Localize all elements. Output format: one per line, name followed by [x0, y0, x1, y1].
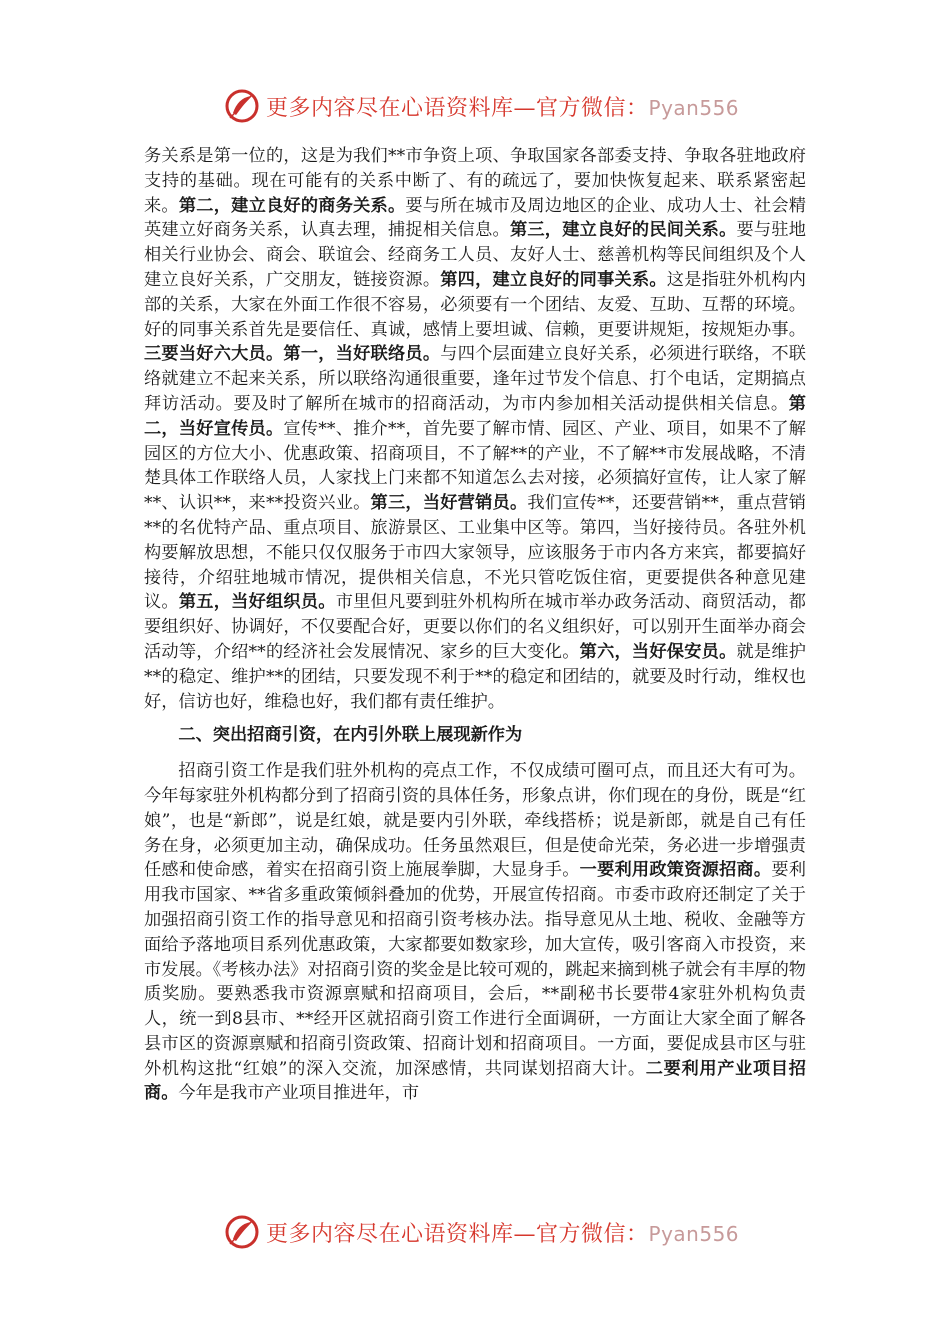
- banner-caption: 更多内容尽在心语资料库—官方微信：: [266, 95, 649, 121]
- logo-icon: [222, 86, 262, 126]
- bold-run: 第二，当好宣传员。: [144, 393, 806, 439]
- bold-run: 第二，建立良好的商务关系。: [178, 195, 406, 216]
- text-run: 务关系是第一位的，这是为我们**市争资上项、争取国家各部委支持、争取各驻地政府支持的基础。现在可能有的关系中断了、有的疏远了，要加快恢复起来、联系紧密起来。: [144, 146, 806, 216]
- bold-run: 第三，当好营销员。: [370, 493, 528, 514]
- bold-run: 三要当好六大员。第一，当好联络员。: [144, 344, 441, 365]
- bold-run: 二要利用产业项目招商。: [144, 1058, 806, 1104]
- text-run: 招商引资工作是我们驻外机构的亮点工作，不仅成绩可圈可点，而且还大有可为。今年每家驻外机构都分到了招商引资的具体任务，形象点讲，你们现在的身份，既是“红娘”，也是“新郎”，说是红娘，就是要内引外联，牵线搭桥；说是新郎，就是自己有任务在身，必须更加主动，确保成功。任务虽然艰巨，但是使命光荣，务必进一步增强责任感和使命感，着实在招商引资上施展拳脚，大显身手。: [144, 761, 806, 881]
- text-run: 今年是我市产业项目推进年，市: [178, 1083, 420, 1104]
- bold-run: 一要利用政策资源招商。: [579, 860, 772, 881]
- banner-wechat-id: Pyan556: [648, 1221, 740, 1246]
- paragraph-investment: [144, 759, 806, 1106]
- text-run: 要利用我市国家、**省多重政策倾斜叠加的优势，开展宣传招商。市委市政府还制定了关于加强招商引资工作的指导意见和招商引资考核办法。指导意见从土地、税收、金融等方面给予落地项目系列优惠政策，大家都要如数家珍，加大宣传，吸引客商入市投资，来市发展。《考核办法》对招商引资的奖金是比较可观的，跳起来摘到桃子就会有丰厚的物质奖励。要熟悉我市资源禀赋和招商项目，会后，**副秘书长要带4家驻外机构负责人，统一到8县市、**经开区就招商引资工作进行全面调研，一方面让大家全面了解各县市区的资源禀赋和招商引资政策、招商计划和招商项目。一方面，要促成县市区与驻外机构这批“红娘”的深入交流，加深感情，共同谋划招商大计。: [144, 860, 806, 1079]
- text-run: 宣传**、推介**，首先要了解市情、园区、产业、项目，如果不了解园区的方位大小、优惠政策、招商项目，不了解**的产业，不了解**市发展战略，不清楚具体工作联络人员，人家找上门来都不知道怎么去对接，必须搞好宣传，让人家了解**、认识**，来**投资兴业。: [144, 418, 806, 514]
- banner-caption: 更多内容尽在心语资料库—官方微信：: [266, 1221, 649, 1247]
- footer-banner: [0, 1212, 950, 1252]
- text-run: 要与所在城市及周边地区的企业、成功人士、社会精英建立好商务关系，认真去理，捕捉相关信息。: [144, 195, 806, 241]
- text-run: 市里但凡要到驻外机构所在城市举办政务活动、商贸活动，都要组织好、协调好，不仅要配合好，更要以你们的名义组织好，可以别开生面举办商会活动等，介绍**的经济社会发展情况、家乡的巨大变化。: [144, 592, 806, 662]
- header-banner: [0, 86, 950, 126]
- banner-wechat-id: Pyan556: [648, 95, 740, 120]
- bold-run: 第四，建立良好的同事关系。: [440, 269, 667, 290]
- section-heading: 二、突出招商引资，在内引外联上展现新作为: [178, 725, 523, 746]
- text-run: 这是指驻外机构内部的关系，大家在外面工作很不容易，必须要有一个团结、友爱、互助、互帮的环境。好的同事关系首先是要信任、真诚，感情上要坦诚、信赖，更要讲规矩，按规矩办事。: [144, 269, 806, 340]
- logo-icon: [222, 1212, 262, 1252]
- text-run: 就是维护**的稳定、维护**的团结，只要发现不利于**的稳定和团结的，就要及时行动，维权也好，信访也好，维稳也好，我们都有责任维护。: [144, 641, 806, 712]
- bold-run: 第五，当好组织员。: [178, 592, 336, 613]
- banner-text: [266, 91, 739, 122]
- document-body: [144, 144, 806, 1106]
- paragraph-relations: [144, 144, 806, 714]
- text-run: 我们宣传**，还要营销**，重点营销**的名优特产品、重点项目、旅游景区、工业集中区等。第四，当好接待员。各驻外机构要解放思想，不能只仅仅服务于市四大家领导，应该服务于市内各方来宾，都要搞好接待，介绍驻地城市情况，提供相关信息，不光只管吃饭住宿，更要提供各种意见建议。: [144, 493, 806, 613]
- text-run: 与四个层面建立良好关系，必须进行联络，不联络就建立不起来关系，所以联络沟通很重要，逢年过节发个信息、打个电话，定期搞点拜访活动。要及时了解所在城市的招商活动，为市内参加相关活动提供相关信息。: [144, 344, 806, 414]
- text-run: 要与驻地相关行业协会、商会、联谊会、经商务工人员、友好人士、慈善机构等民间组织及个人建立良好关系，广交朋友，链接资源。: [144, 220, 806, 290]
- bold-run: 第三，建立良好的民间关系。: [509, 220, 737, 241]
- bold-run: 第六，当好保安员。: [579, 641, 737, 662]
- banner-text: [266, 1217, 739, 1248]
